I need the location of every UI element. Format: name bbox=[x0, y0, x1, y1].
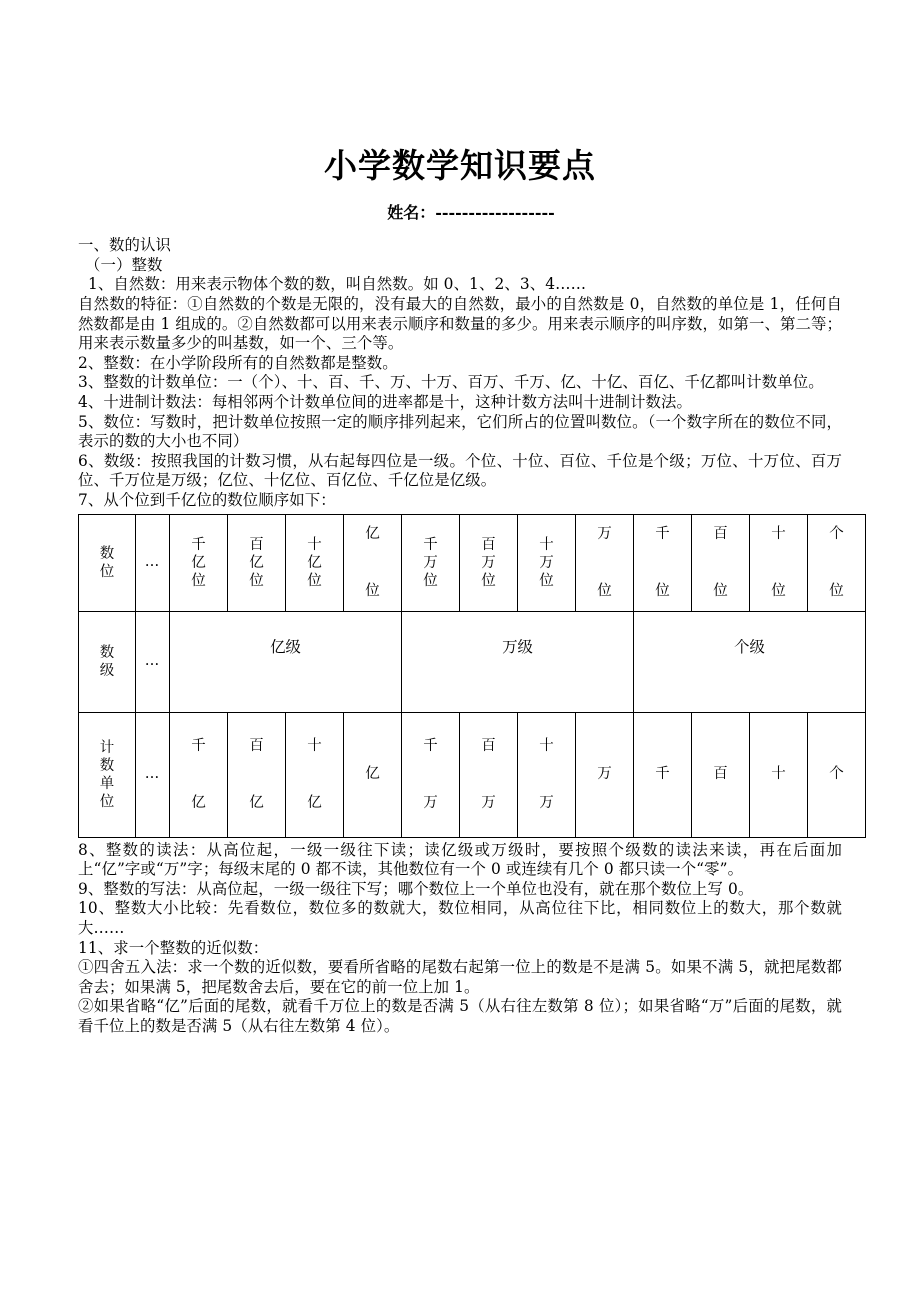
body-text bbox=[78, 236, 842, 510]
row-label-counting-unit bbox=[79, 712, 136, 837]
ellipsis-cell-unit-row: … bbox=[136, 712, 170, 837]
table-row-counting-units bbox=[79, 712, 866, 837]
unit-cell-2 bbox=[286, 712, 344, 837]
unit-cell-8-text: 千 bbox=[655, 766, 670, 783]
body-text-lower bbox=[78, 841, 842, 1037]
digit-cell-1-text: 百 亿 位 bbox=[249, 536, 264, 589]
paragraph-4: 3、整数的计数单位：一（个）、十、百、千、万、十万、百万、千万、亿、十亿、百亿、千亿都叫计数单位。 bbox=[78, 373, 824, 392]
unit-cell-11 bbox=[808, 712, 866, 837]
level-cell-1-text: 万级 bbox=[502, 638, 533, 657]
unit-cell-6 bbox=[518, 712, 576, 837]
unit-cell-9 bbox=[692, 712, 750, 837]
section-heading-1: 一、数的认识 bbox=[78, 236, 171, 255]
digit-cell-4-text: 千 万 位 bbox=[423, 536, 438, 589]
unit-cell-7 bbox=[576, 712, 634, 837]
table-row-number-levels bbox=[79, 611, 866, 712]
page-title: 小学数学知识要点 bbox=[324, 146, 596, 185]
row-label-digit-position bbox=[79, 514, 136, 611]
paragraph-13: ①四舍五入法：求一个数的近似数，要看所省略的尾数右起第一位上的数是不是满 5。如果不满 5，就把尾数都舍去；如果满 5，把尾数舍去后，要在它的前一位上加 1。 bbox=[78, 958, 842, 996]
unit-cell-10 bbox=[750, 712, 808, 837]
digit-cell-4 bbox=[402, 514, 460, 611]
level-cell-0-text: 亿级 bbox=[270, 638, 301, 657]
level-cell-2 bbox=[634, 611, 866, 712]
digit-cell-11 bbox=[808, 514, 866, 611]
unit-cell-3-text: 亿 bbox=[365, 766, 380, 783]
paragraph-8: 7、从个位到千亿位的数位顺序如下： bbox=[78, 491, 336, 510]
char: 数 bbox=[99, 545, 115, 562]
digit-cell-1 bbox=[228, 514, 286, 611]
digit-cell-5-text: 百 万 位 bbox=[481, 536, 496, 589]
digit-cell-0 bbox=[170, 514, 228, 611]
digit-cell-5 bbox=[460, 514, 518, 611]
document-content bbox=[78, 0, 842, 1037]
char: 位 bbox=[99, 563, 115, 580]
digit-cell-8 bbox=[634, 514, 692, 611]
row-label-number-level bbox=[79, 611, 136, 712]
unit-cell-3 bbox=[344, 712, 402, 837]
unit-cell-8 bbox=[634, 712, 692, 837]
unit-cell-5-text: 百 万 bbox=[481, 737, 496, 812]
level-cell-1 bbox=[402, 611, 634, 712]
unit-cell-6-text: 十 万 bbox=[539, 737, 554, 812]
digit-cell-2-text: 十 亿 位 bbox=[307, 536, 322, 589]
name-field-line: 姓名：------------------ bbox=[387, 203, 555, 223]
level-cell-2-text: 个级 bbox=[734, 638, 765, 657]
digit-cell-3 bbox=[344, 514, 402, 611]
digit-cell-10 bbox=[750, 514, 808, 611]
unit-cell-10-text: 十 bbox=[771, 766, 786, 783]
digit-cell-3-text: 亿 位 bbox=[365, 525, 380, 600]
level-cell-0 bbox=[170, 611, 402, 712]
unit-cell-1-text: 百 亿 bbox=[249, 737, 264, 812]
table-row-digit-positions bbox=[79, 514, 866, 611]
unit-cell-11-text: 个 bbox=[829, 766, 844, 783]
paragraph-7: 6、数级：按照我国的计数习惯，从右起每四位是一级。个位、十位、百位、千位是个级；万位、十万位、百万位、千万位是万级；亿位、十亿位、百亿位、千亿位是亿级。 bbox=[78, 451, 842, 490]
paragraph-1: 1、自然数：用来表示物体个数的数，叫自然数。如 0、1、2、3、4…… bbox=[88, 275, 587, 294]
digit-cell-11-text: 个 位 bbox=[829, 525, 844, 600]
paragraph-14: ②如果省略“亿”后面的尾数，就看千万位上的数是否满 5（从右往左数第 8 位）；如果省略“万”后面的尾数，就看千位上的数是否满 5（从右往左数第 4 位）。 bbox=[78, 997, 842, 1035]
digit-cell-6 bbox=[518, 514, 576, 611]
row-label-number-level-text: 数 级 bbox=[99, 644, 115, 679]
digit-cell-7-text: 万 位 bbox=[597, 525, 612, 600]
unit-cell-2-text: 十 亿 bbox=[307, 737, 322, 812]
paragraph-12: 11、求一个整数的近似数： bbox=[78, 938, 269, 957]
unit-cell-0-text: 千 亿 bbox=[191, 737, 206, 812]
paragraph-3: 2、整数：在小学阶段所有的自然数都是整数。 bbox=[78, 353, 398, 372]
digit-cell-9-text: 百 位 bbox=[713, 525, 728, 600]
unit-cell-1 bbox=[228, 712, 286, 837]
digit-cell-8-text: 千 位 bbox=[655, 525, 670, 600]
paragraph-2: 自然数的特征：①自然数的个数是无限的，没有最大的自然数，最小的自然数是 0，自然数的单位是 1，任何自然数都是由 1 组成的。②自然数都可以用来表示顺序和数量的多少。用来表示顺序的叫序数，如第一、第二等；用来表示数量多少的叫基数，如一个、三个等。 bbox=[78, 295, 842, 353]
paragraph-11: 10、整数大小比较：先看数位，数位多的数就大，数位相同，从高位往下比，相同数位上的数大，那个数就大…… bbox=[78, 899, 842, 937]
unit-cell-4-text: 千 万 bbox=[423, 737, 438, 812]
unit-cell-0 bbox=[170, 712, 228, 837]
row-label-digit-position-text bbox=[79, 542, 135, 584]
unit-cell-4 bbox=[402, 712, 460, 837]
unit-cell-5 bbox=[460, 712, 518, 837]
unit-cell-7-text: 万 bbox=[597, 766, 612, 783]
digit-cell-7 bbox=[576, 514, 634, 611]
digit-cell-2 bbox=[286, 514, 344, 611]
digit-cell-9 bbox=[692, 514, 750, 611]
paragraph-5: 4、十进制计数法：每相邻两个计数单位间的进率都是十，这种计数方法叫十进制计数法。 bbox=[78, 393, 693, 412]
digit-cell-6-text: 十 万 位 bbox=[539, 536, 554, 589]
paragraph-6: 5、数位：写数时，把计数单位按照一定的顺序排列起来，它们所占的位置叫数位。（一个数字所在的数位不同，表示的数的大小也不同） bbox=[78, 412, 842, 451]
unit-cell-9-text: 百 bbox=[713, 766, 728, 783]
paragraph-10: 9、整数的写法：从高位起，一级一级往下写；哪个数位上一个单位也没有，就在那个数位上写 0。 bbox=[78, 879, 754, 898]
ellipsis-cell-level-row: … bbox=[136, 611, 170, 712]
digit-cell-0-text: 千 亿 位 bbox=[191, 536, 206, 589]
row-label-counting-unit-text: 计 数 单 位 bbox=[99, 739, 115, 810]
ellipsis-cell-digit-row: … bbox=[136, 514, 170, 611]
digit-place-value-table bbox=[78, 514, 866, 838]
digit-cell-10-text: 十 位 bbox=[771, 525, 786, 600]
paragraph-9: 8、整数的读法：从高位起，一级一级往下读；读亿级或万级时，要按照个级数的读法来读，再在后面加上“亿”字或“万”字；每级末尾的 0 都不读，其他数位有一个 0 或连续有几个 0 都只读一个“零”。 bbox=[78, 840, 842, 879]
section-subheading-1: （一）整数 bbox=[85, 255, 163, 274]
